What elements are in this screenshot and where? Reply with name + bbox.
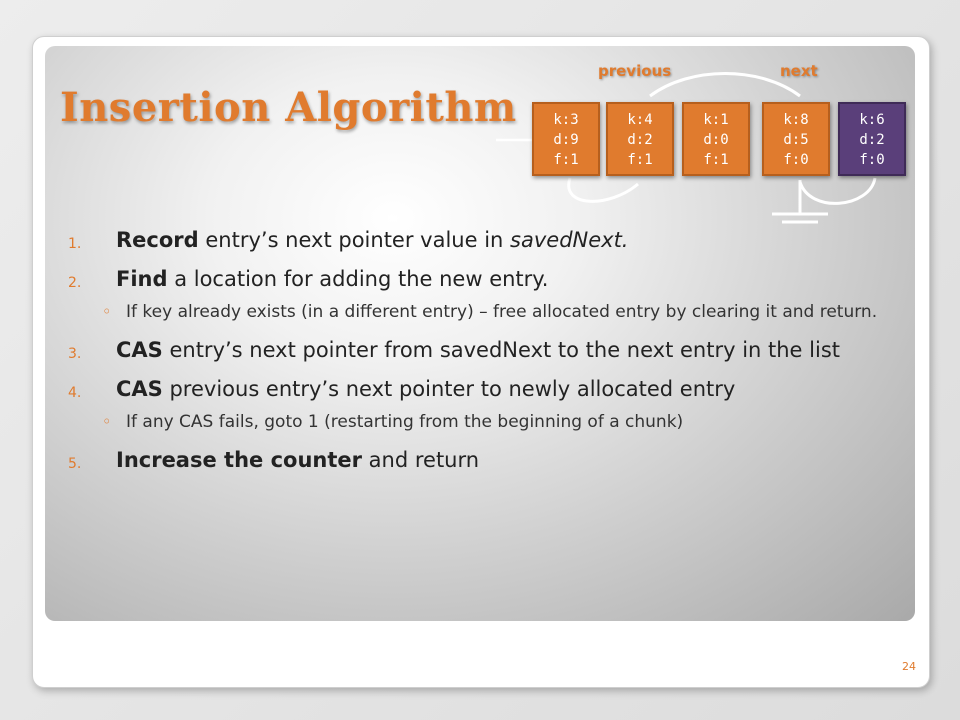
step-variable: savedNext.: [510, 228, 629, 252]
step-number: 4.: [68, 385, 82, 401]
step-3: [62, 338, 912, 362]
node-key: k:8: [783, 112, 809, 128]
node-f: f:1: [553, 152, 579, 168]
step-4-subitem: [62, 412, 912, 432]
list-node-new: [838, 102, 906, 176]
subitem-text: If key already exists (in a different entry) – free allocated entry by clearing it and return.: [126, 302, 878, 322]
node-f: f:0: [783, 152, 809, 168]
subitem-text: If any CAS fails, goto 1 (restarting from the beginning of a chunk): [126, 412, 684, 432]
step-number: 1.: [68, 236, 82, 252]
node-d: d:2: [859, 132, 885, 148]
step-text: and return: [362, 448, 480, 472]
node-d: d:5: [783, 132, 809, 148]
step-keyword: CAS: [116, 377, 163, 401]
slide-title: Insertion Algorithm: [60, 84, 517, 131]
step-number: 5.: [68, 456, 82, 472]
list-node: [762, 102, 830, 176]
step-2: [62, 267, 912, 291]
node-f: f:0: [859, 152, 885, 168]
step-number: 3.: [68, 346, 82, 362]
list-node: [532, 102, 600, 176]
step-text: previous entry’s next pointer to newly allocated entry: [162, 377, 736, 401]
node-d: d:2: [627, 132, 653, 148]
node-d: d:9: [553, 132, 579, 148]
node-key: k:1: [703, 112, 729, 128]
step-number: 2.: [68, 275, 82, 291]
step-keyword: CAS: [116, 338, 163, 362]
node-f: f:1: [627, 152, 653, 168]
node-key: k:4: [627, 112, 653, 128]
node-d: d:0: [703, 132, 729, 148]
ground-symbol: [772, 214, 828, 222]
node-key: k:6: [859, 112, 885, 128]
steps-list: [62, 228, 912, 487]
step-text: entry’s next pointer value in: [198, 228, 511, 252]
list-node: [606, 102, 674, 176]
step-2-subitem: [62, 302, 912, 322]
page-number: 24: [902, 660, 916, 673]
step-1: [62, 228, 912, 252]
bullet-icon: ◦: [102, 412, 112, 431]
step-keyword: Increase the counter: [116, 448, 362, 472]
arc-previous-next: [650, 74, 800, 97]
step-text: entry’s next pointer from savedNext to the next entry in the list: [162, 338, 840, 362]
step-4: [62, 377, 912, 401]
bullet-icon: ◦: [102, 302, 112, 321]
arc-k3-k4: [569, 178, 638, 201]
node-f: f:1: [703, 152, 729, 168]
step-keyword: Find: [116, 267, 168, 291]
step-keyword: Record: [116, 228, 199, 252]
arc-k6-k8: [800, 178, 875, 203]
step-text: a location for adding the new entry.: [167, 267, 549, 291]
previous-label: previous: [598, 62, 672, 80]
next-label: next: [780, 62, 818, 80]
list-node: [682, 102, 750, 176]
step-5: [62, 448, 912, 472]
node-key: k:3: [553, 112, 579, 128]
